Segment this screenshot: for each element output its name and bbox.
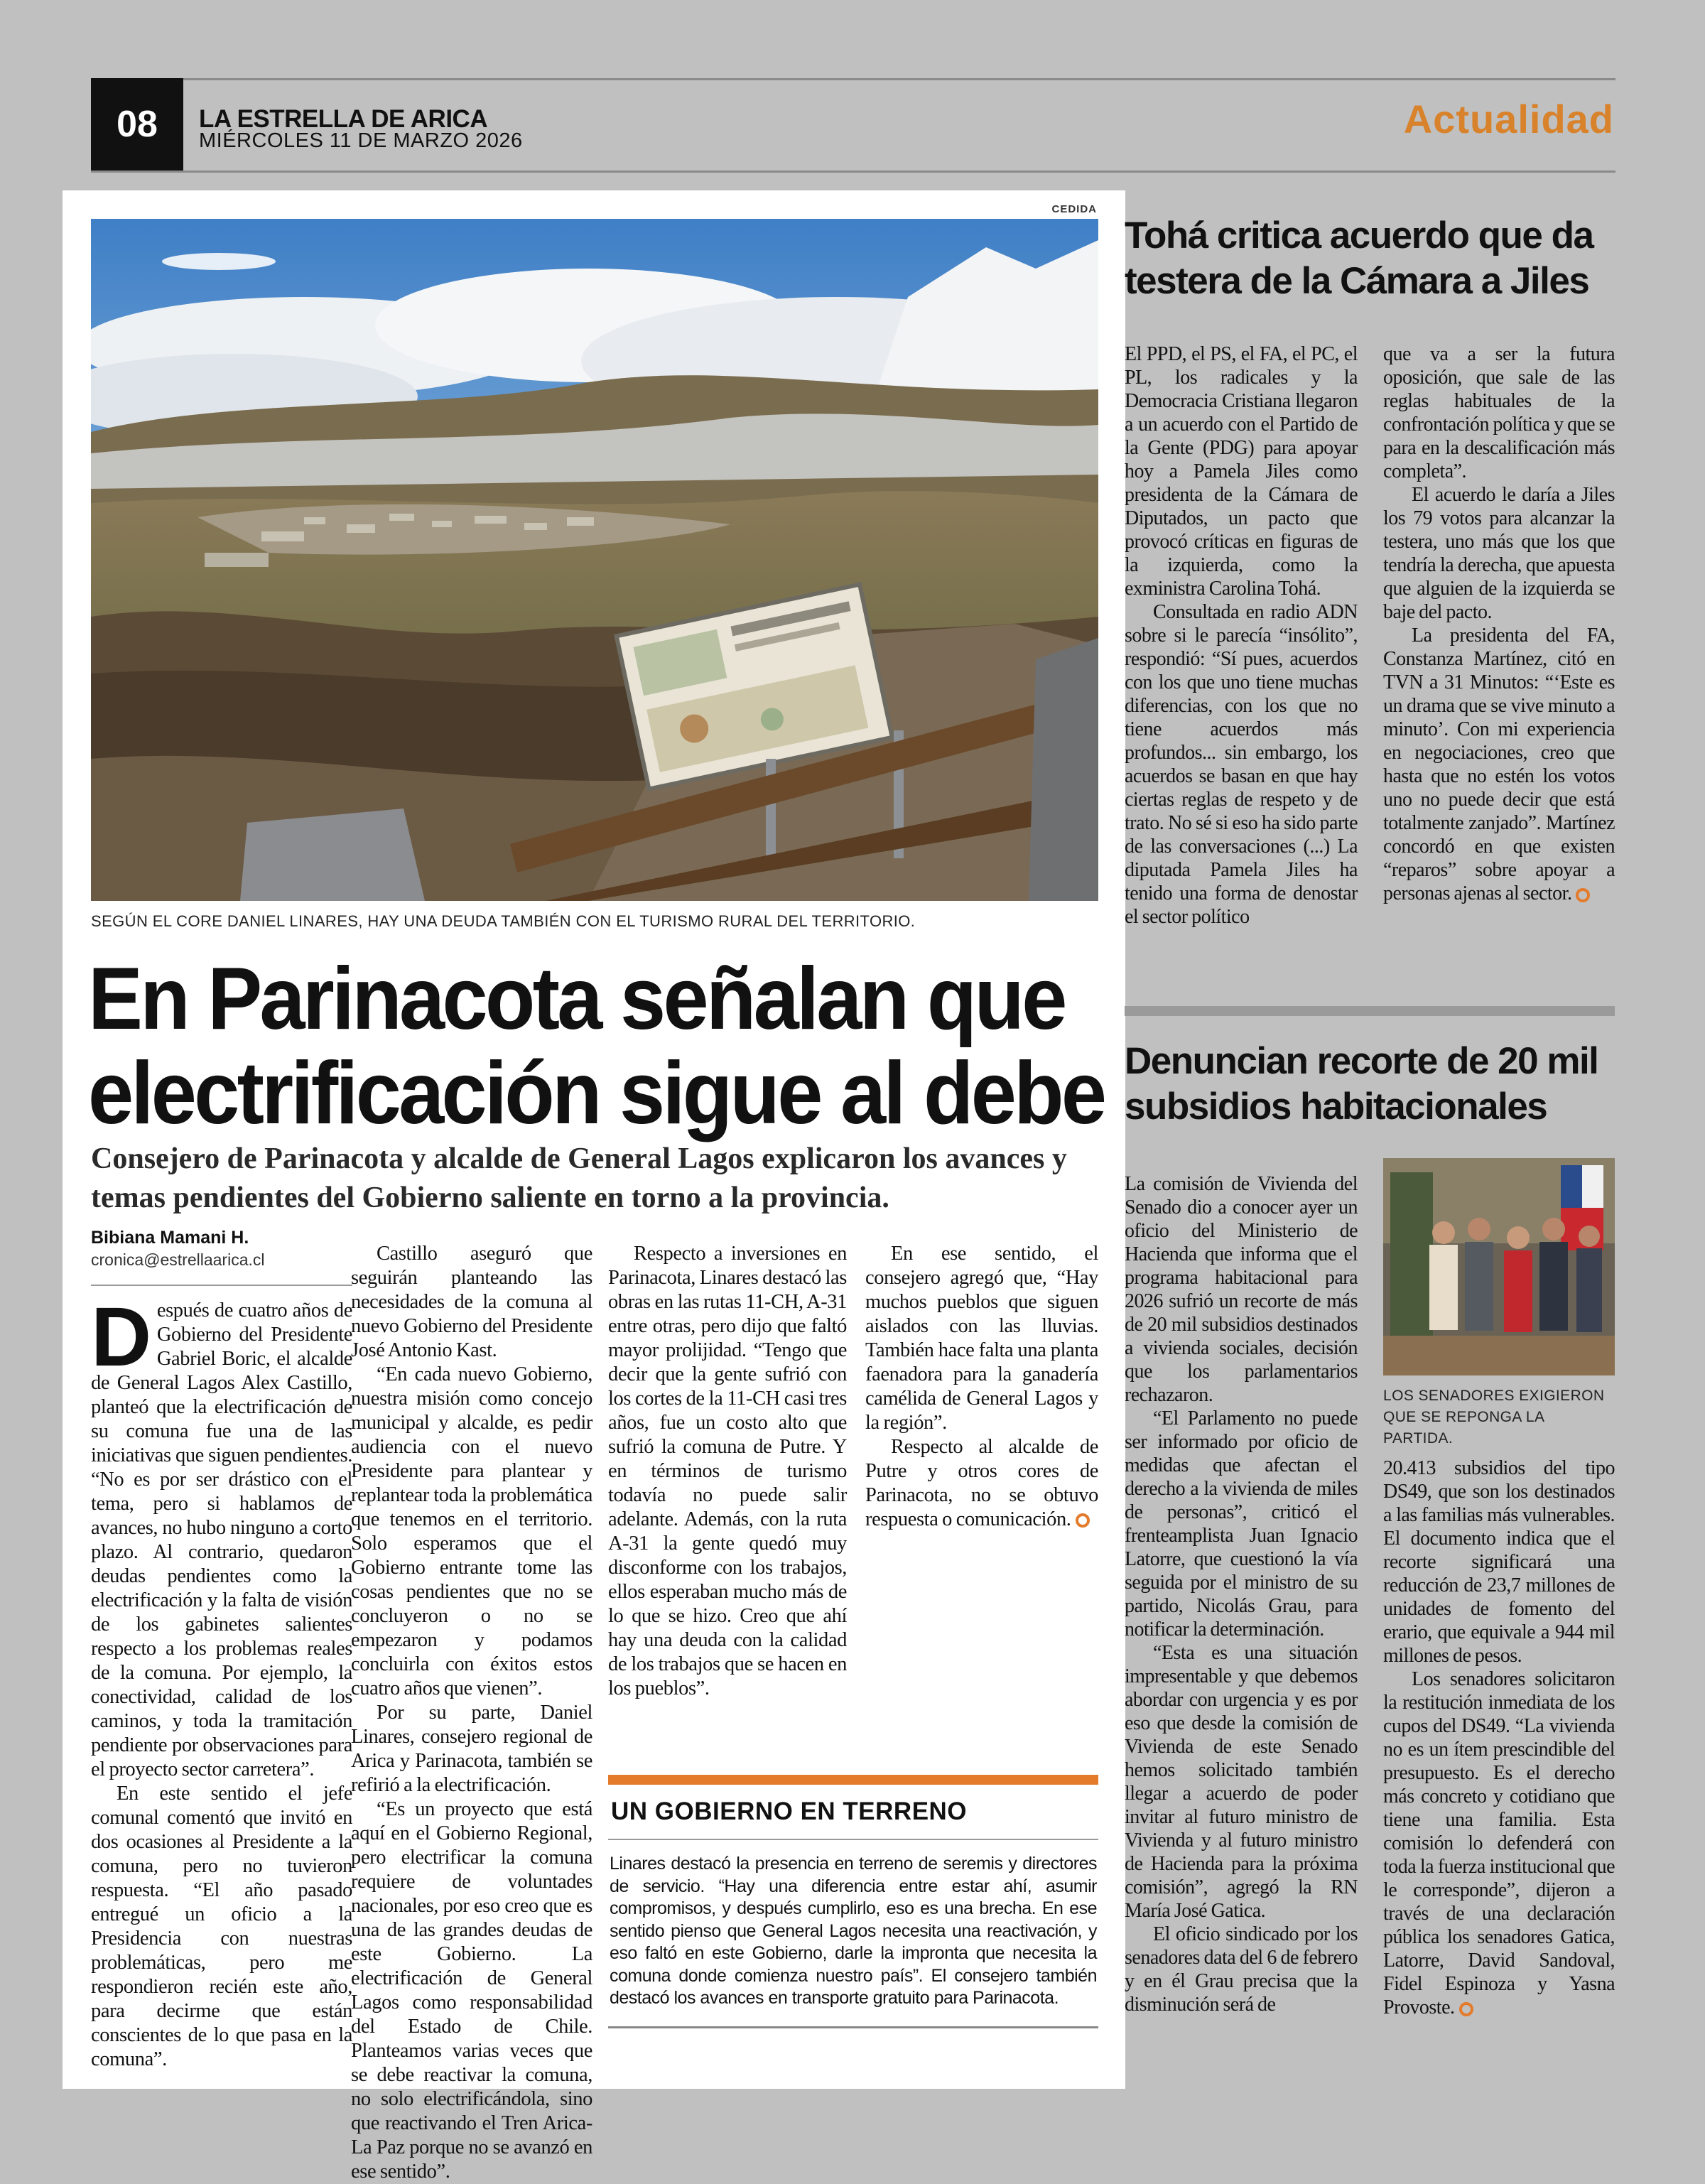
paragraph: El acuerdo le daría a Jiles los 79 votos para alcanzar la testera, uno más que los que tendría la derecha, que apuesta que alguien de la izquierda se baje del pacto. [1383,484,1615,623]
sidebar-box-bottom-rule [608,2026,1098,2028]
byline-rule [91,1285,352,1286]
paragraph: Respecto al alcalde de Putre y otros cores de Parinacota, no se obtuvo respuesta o comunicación. [865,1436,1098,1530]
sidebar-box-title: UN GOBIERNO EN TERRENO [611,1798,968,1825]
sidebar-box-accent [608,1775,1098,1785]
paragraph: “En cada nuevo Gobierno, nuestra misión como concejo municipal y alcalde, es pedir audiencia con el nuevo Presidente para plantear y replantear toda la problemática que tenemos en el territorio. Solo esperamos que el Gobierno entrante tome las cosas pendientes que no se concluyeron o no se empezaron y podamos concluirla con éxitos estos cuatro años que vienen”. [351,1363,592,1699]
paragraph: Respecto a inversiones en Parinacota, Linares destacó las obras en las rutas 11-CH, A-31 entre otras, pero dijo que faltó mayor prolijidad. “Tengo que decir que la gente sufrió con los cortes de la 11-CH casi tres años, fue un costo alto que sufrió la comuna de Putre. Y en términos de turismo todavía no puede salir adelante. Además, con la ruta A-31 la gente quedó muy disconforme con los trabajos, ellos esperaban mucho más de lo que se hizo. Creo que ahí hay una deuda con la calidad de los trabajos que se hacen en los pueblos”. [608,1243,847,1699]
article-deck: Consejero de Parinacota y alcalde de General Lagos explicaron los avances y temas pendientes del Gobierno saliente en torno a la provincia. [91,1142,1067,1214]
paragraph: La comisión de Vivienda del Senado dio a conocer ayer un oficio del Ministerio de Hacienda que informa que el programa habitacional para 2026 sufrió un recorte de más de 20 mil subsidios destinados a vivienda sociales, decisión que los parlamentarios rechazaron. [1125,1173,1358,1406]
drop-cap: D [91,1290,151,1384]
end-mark-icon [1076,1513,1090,1528]
senators-photo-caption: LOS SENADORES EXIGIERON QUE SE REPONGA LA PARTIDA. [1383,1388,1605,1447]
sidebar-box-rule [608,1839,1098,1840]
paragraph: “Es un proyecto que está aquí en el Gobierno Regional, pero electrificar la comuna requiere de voluntades nacionales, por eso creo que es una de las grandes deudas de este Gobierno. La electrificación de General Lagos como responsabilidad del Estado de Chile. Planteamos varias veces que se debe reactivar la comuna, no solo electrificándola, sino que reactivando el Tren Arica-La Paz porque no se avanzó en ese sentido”. [351,1798,592,2183]
header-top-rule [91,78,1615,80]
article-headline [88,950,1105,1142]
article2-column-2 [1383,342,1615,905]
article-column-4 [865,1242,1098,1532]
paragraph: La presidenta del FA, Constanza Martínez, citó en TVN a 31 Minutos: “‘Este es un drama que se vive minuto a minuto’. Con mi experiencia en negociaciones, creo que hasta que no estén los votos uno no puede decir que está totalmente zanjado”. Martínez concordó en que existen “reparos” sobre apoyar a personas ajenas al sector. [1383,625,1615,904]
byline-author: Bibiana Mamani H. [91,1228,249,1248]
photo-caption: SEGÚN EL CORE DANIEL LINARES, HAY UNA DEUDA TAMBIÉN CON EL TURISMO RURAL DEL TERRITORIO. [91,912,916,930]
article-divider [1125,1006,1615,1016]
header-bottom-rule [91,171,1615,173]
photo-credit: CEDIDA [1051,203,1097,215]
main-article [63,190,1125,2183]
byline-email: cronica@estrellaarica.cl [91,1250,265,1269]
article-photo [91,219,1098,901]
paragraph: Castillo aseguró que seguirán planteando las necesidades de la comuna al nuevo Gobierno del Presidente José Antonio Kast. [351,1243,592,1361]
paragraph: Después de cuatro años de Gobierno del Presidente Gabriel Boric, el alcalde de General Lagos Alex Castillo, planteó que la electrificación de su comuna fue una de las iniciativas que siguen pendientes. “No es por ser drástico con el tema, pero si hablamos de avances, no hubo ninguno a corto plazo. Al contrario, quedaron deudas pendientes como la electrificación y la falta de visión de los gabinetes salientes respecto a los problemas reales de la comuna. Por ejemplo, la conectividad, calidad de los caminos, y toda la tramitación pendiente por observaciones para el proyecto sector carretera”. [91,1290,352,1780]
publication-name: LA ESTRELLA DE ARICA [199,105,488,133]
article3-column-1 [1125,1172,1358,2016]
paragraph: 20.413 subsidios del tipo DS49, que son los destinados a las familias más vulnerables. El documento indica que el recorte significará una reducción de 23,7 millones de unidades de fomento del erario, que equivale a 944 mil millones de pesos. [1383,1457,1615,1667]
article-column-2 [351,1242,592,2184]
paragraph: En ese sentido, el consejero agregó que, “Hay muchos pueblos que siguen aislados con las lluvias. También hace falta una planta faenadora para la ganadería camélida de General Lagos y la región”. [865,1243,1098,1434]
paragraph: Consultada en radio ADN sobre si le parecía “insólito”, respondió: “Sí pues, acuerdos con los que uno tiene muchas diferencias, con los que no tiene acuerdos más profundos... sin embargo, los acuerdos se basan en que hay ciertas reglas de respeto y de trato. No sé si eso ha sido parte de las conversaciones (...) La diputada Pamela Jiles ha tenido una forma de denostar el sector político [1125,601,1358,928]
sidebar-box-text: Linares destacó la presencia en terreno de seremis y directores de servicio. “Hay una diferencia entre estar ahí, asumir compromisos, y después cumplirlo, eso es una brecha. En ese sentido pienso que General Lagos necesita una reactivación, y eso faltó en este Gobierno, darle la impronta que necesita la comuna donde comienza nuestro país”. El consejero también destacó los avances en transporte gratuito para Parinacota. [610,1854,1097,2008]
paragraph: que va a ser la futura oposición, que sale de las reglas habituales de la confrontación política y que se para en la descalificación más completa”. [1383,343,1615,482]
section-label: Actualidad [1403,97,1614,141]
article3-headline: Denuncian recorte de 20 mil subsidios habitacionales [1125,1040,1598,1128]
article-column-1 [91,1290,352,2072]
paragraph: En este sentido el jefe comunal comentó que invitó en dos ocasiones al Presidente a la comuna, pero no tuvieron respuesta. “El año pasado entregué un oficio a la Presidencia con nuestras problemáticas, pero me respondieron recién este año, para decirme que están conscientes de lo que pasa en la comuna”. [91,1783,352,2070]
article2-column-1 [1125,342,1358,929]
paragraph: “El Parlamento no puede ser informado por oficio de medidas que afectan el derecho a la vivienda de miles de personas”, criticó el frenteamplista Juan Ignacio Latorre, que cuestionó la vía seguida por el ministro de su partido, Nicolás Grau, para notificar la determinación. [1125,1407,1358,1640]
end-mark-icon [1576,888,1590,902]
headline-line-2: electrificación sigue al debe [88,1044,1105,1142]
article3-column-2 [1383,1456,1615,2019]
paragraph: El oficio sindicado por los senadores data del 6 de febrero y en él Grau precisa que la disminución será de [1125,1923,1358,2016]
headline-line-1: En Parinacota señalan que [88,950,1065,1048]
paragraph: El PPD, el PS, el FA, el PC, el PL, los radicales y la Democracia Cristiana llegaron a un acuerdo con el Partido de la Gente (PDG) para apoyar hoy a Pamela Jiles como presidenta de la Cámara de Diputados, un pacto que provocó críticas en figuras de la izquierda, como la exministra Carolina Tohá. [1125,343,1358,600]
end-mark-icon [1459,2002,1473,2016]
article-column-3 [608,1242,847,1701]
article2-headline: Tohá critica acuerdo que da testera de la Cámara a Jiles [1125,215,1593,302]
publication-date: MIÉRCOLES 11 DE MARZO 2026 [199,129,523,152]
paragraph: “Esta es una situación impresentable y que debemos abordar con urgencia y es por eso que desde la comisión de Vivienda de este Senado hemos solicitado también llegar a acuerdo de poder invitar al futuro ministro de Vivienda y al futuro ministro de Hacienda para la próxima comisión”, agregó la RN María José Gatica. [1125,1642,1358,1922]
paragraph: Los senadores solicitaron la restitución inmediata de los cupos del DS49. “La vivienda no es un ítem prescindible del presupuesto. Es el derecho más concreto y cotidiano que tiene una familia. Esta comisión lo defenderá con toda la fuerza institucional que le corresponde”, dijeron a través de una declaración pública los senadores Gatica, Latorre, David Sandoval, Fidel Espinoza y Yasna Provoste. [1383,1668,1615,2018]
page-number: 08 [91,78,183,171]
paragraph: Por su parte, Daniel Linares, consejero regional de Arica y Parinacota, también se refirió a la electrificación. [351,1702,592,1796]
senators-photo [1383,1158,1615,1375]
